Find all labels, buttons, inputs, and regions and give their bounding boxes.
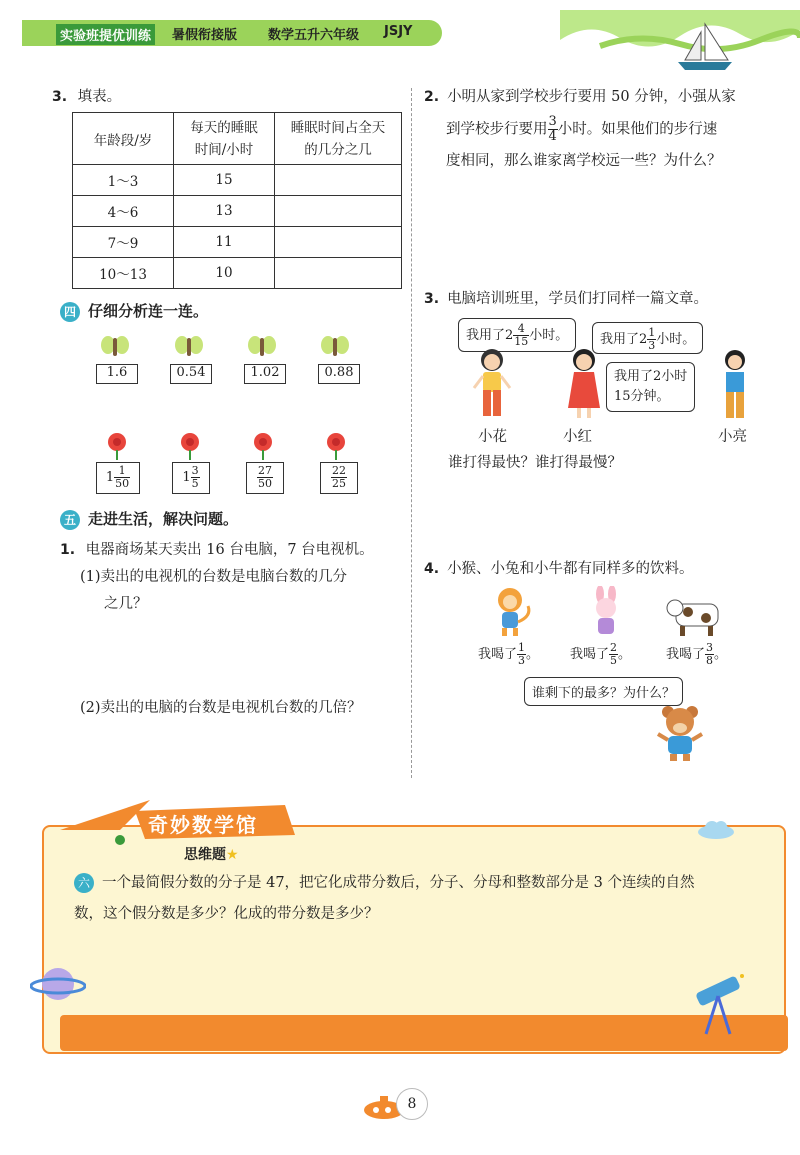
table-cell: 10～13	[73, 258, 174, 289]
table-cell: 13	[174, 196, 275, 227]
rabbit-said: 我喝了 $\frac{2}{5}$ 。	[570, 641, 632, 667]
speech-bubble-xiaohong: 我用了2 $\frac{1}{3}$ 小时。	[592, 322, 703, 354]
table-row	[73, 196, 402, 227]
left-q1-part1: (1)卖出的电视机的台数是电脑台数的几分 之几？	[80, 569, 348, 612]
thinking-question: 六 一个最简假分数的分子是 47，把它化成带分数后，分子、分母和整数部分是 3 个连续的自然 数，这个假分数是多少？化成的带分数是多少？	[74, 875, 695, 922]
table-answer-cell[interactable]	[275, 165, 402, 196]
table-cell: 15	[174, 165, 275, 196]
decimal-box[interactable]: 0.88	[318, 364, 360, 384]
table-cell: 4～6	[73, 196, 174, 227]
sleep-table	[72, 112, 402, 289]
planet-icon	[30, 962, 86, 1006]
page-number: 8	[396, 1088, 428, 1120]
section-4-badge: 四	[60, 302, 80, 322]
name-xiaohong: 小红	[563, 429, 592, 445]
speech-bubble-xiaoliang: 我用了2小时 15分钟。	[606, 362, 695, 412]
fraction-box[interactable]: $\frac{22}{25}$	[320, 462, 358, 494]
panel-scroll-bottom	[60, 1015, 788, 1051]
flower-icon	[104, 432, 130, 460]
table-answer-cell[interactable]	[275, 227, 402, 258]
table-row	[73, 227, 402, 258]
right-q2-text: 2. 小明从家到学校步行要用 50 分钟，小强从家 到学校步行要用 $\frac{3}{4}$ 小时。如果他们的步行速 度相同，那么谁家离学校远一些？为什么？	[424, 89, 736, 169]
table-header-sleep: 每天的睡眠 时间/小时	[174, 113, 275, 165]
table-cell: 11	[174, 227, 275, 258]
flower-icon	[323, 432, 349, 460]
rabbit-illustration	[586, 586, 626, 640]
header-code: JSJY	[384, 24, 413, 39]
right-q3-text: 3. 电脑培训班里，学员们打同样一篇文章。	[424, 291, 709, 307]
monkey-illustration	[490, 586, 534, 638]
cow-illustration	[666, 594, 722, 638]
girl-xiaohong-illustration	[562, 346, 606, 424]
table-row	[73, 165, 402, 196]
left-q1-part2: (2)卖出的电脑的台数是电视机台数的几倍？	[80, 700, 362, 716]
name-xiaoliang: 小亮	[718, 429, 747, 445]
flower-icon	[250, 432, 276, 460]
sailboat-wave-decoration	[560, 10, 800, 70]
telescope-icon	[692, 966, 756, 1036]
fraction-box[interactable]: 1 $\frac{3}{5}$	[172, 462, 210, 494]
bear-speech-bubble: 谁剩下的最多？为什么？	[524, 677, 683, 706]
butterfly-icon	[247, 334, 277, 362]
table-header-age: 年龄段/岁	[73, 113, 174, 165]
header-subject: 数学五升六年级	[268, 28, 360, 43]
table-row	[73, 258, 402, 289]
thinking-subtitle: 思维题★	[184, 847, 239, 863]
speech-bubble-xiaohua: 我用了2 $\frac{4}{15}$ 小时。	[458, 318, 576, 352]
decimal-box[interactable]: 1.6	[96, 364, 138, 384]
bear-illustration	[654, 704, 706, 762]
right-q3-question: 谁打得最快？谁打得最慢？	[448, 455, 622, 471]
title-banner-text: 奇妙数学馆	[148, 813, 258, 837]
header-brand: 实验班提优训练	[56, 24, 155, 45]
left-q1-text: 1. 电器商场某天卖出 16 台电脑，7 台电视机。	[60, 542, 374, 558]
section-6-badge: 六	[74, 873, 94, 893]
section-5-badge: 五	[60, 510, 80, 530]
table-cell: 1～3	[73, 165, 174, 196]
table-answer-cell[interactable]	[275, 258, 402, 289]
decimal-box[interactable]: 1.02	[244, 364, 286, 384]
section-4-heading: 四 仔细分析连一连。	[60, 300, 208, 322]
monkey-said: 我喝了 $\frac{1}{3}$ 。	[478, 641, 540, 667]
left-q3-heading: 3. 填表。	[52, 89, 122, 105]
section-5-heading: 五 走进生活，解决问题。	[60, 508, 238, 530]
cow-said: 我喝了 $\frac{3}{8}$ 。	[666, 641, 728, 667]
boy-xiaoliang-illustration	[718, 348, 752, 424]
column-divider	[411, 88, 412, 778]
star-icon: ★	[226, 847, 239, 863]
header-edition: 暑假衔接版	[172, 28, 238, 43]
butterfly-icon	[174, 334, 204, 362]
fraction-box[interactable]: $\frac{27}{50}$	[246, 462, 284, 494]
table-header-fraction: 睡眠时间占全天 的几分之几	[275, 113, 402, 165]
flower-icon	[177, 432, 203, 460]
butterfly-icon	[320, 334, 350, 362]
fraction-box[interactable]: 1 $\frac{1}{50}$	[96, 462, 140, 494]
butterfly-icon	[100, 334, 130, 362]
table-header-row	[73, 113, 402, 165]
girl-xiaohua-illustration	[470, 346, 514, 424]
table-answer-cell[interactable]	[275, 196, 402, 227]
name-xiaohua: 小花	[478, 429, 507, 445]
decimal-box[interactable]: 0.54	[170, 364, 212, 384]
table-cell: 10	[174, 258, 275, 289]
cloud-icon	[696, 818, 736, 840]
table-cell: 7～9	[73, 227, 174, 258]
right-q4-text: 4. 小猴、小兔和小牛都有同样多的饮料。	[424, 561, 694, 577]
